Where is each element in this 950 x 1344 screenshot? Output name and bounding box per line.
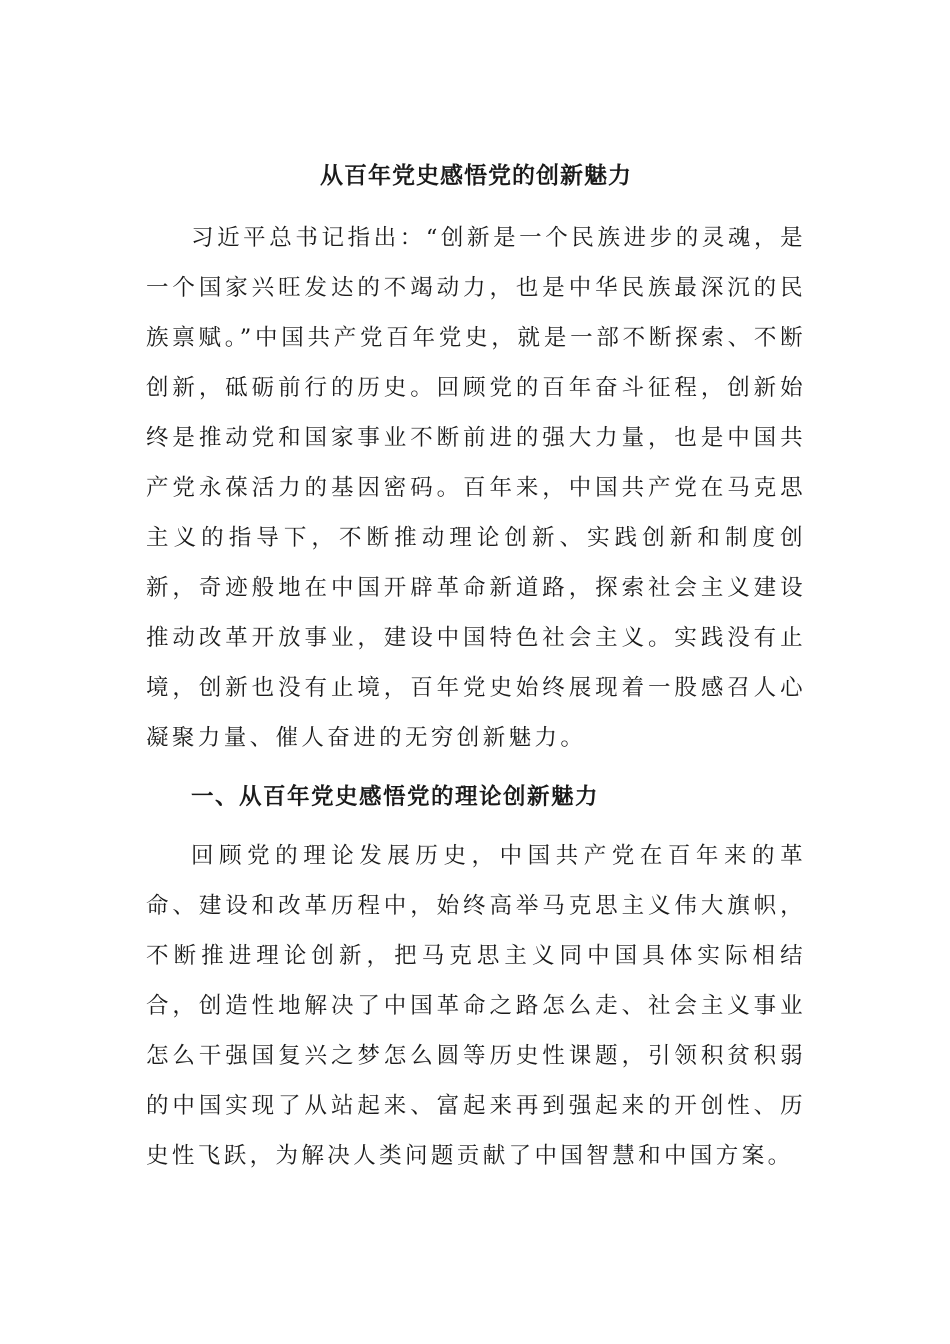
section-1-paragraph: 回顾党的理论发展历史，中国共产党在百年来的革命、建设和改革历程中，始终高举马克思主义伟大旗帜，不断推进理论创新，把马克思主义同中国具体实际相结合，创造性地解决了中国革命之路怎么走、社会主义事业怎么干强国复兴之梦怎么圆等历史性课题，引领积贫积弱的中国实现了从站起来、富起来再到强起来的开创性、历史性飞跃，为解决人类问题贡献了中国智慧和中国方案。 <box>146 843 806 1169</box>
document-title: 从百年党史感悟党的创新魅力 <box>320 163 632 189</box>
intro-paragraph: 习近平总书记指出：“创新是一个民族进步的灵魂，是一个国家兴旺发达的不竭动力，也是中华民族最深沉的民族禀赋。”中国共产党百年党史，就是一部不断探索、不断创新，砥砺前行的历史。回顾党的百年奋斗征程，创新始终是推动党和国家事业不断前进的强大力量，也是中国共产党永葆活力的基因密码。百年来，中国共产党在马克思主义的指导下，不断推动理论创新、实践创新和制度创新，奇迹般地在中国开辟革命新道路，探索社会主义建设推动改革开放事业，建设中国特色社会主义。实践没有止境，创新也没有止境，百年党史始终展现着一股感召人心凝聚力量、催人奋进的无穷创新魅力。 <box>146 225 806 751</box>
document-page <box>146 152 806 1181</box>
section-1-heading: 一、从百年党史感悟党的理论创新魅力 <box>191 784 600 810</box>
